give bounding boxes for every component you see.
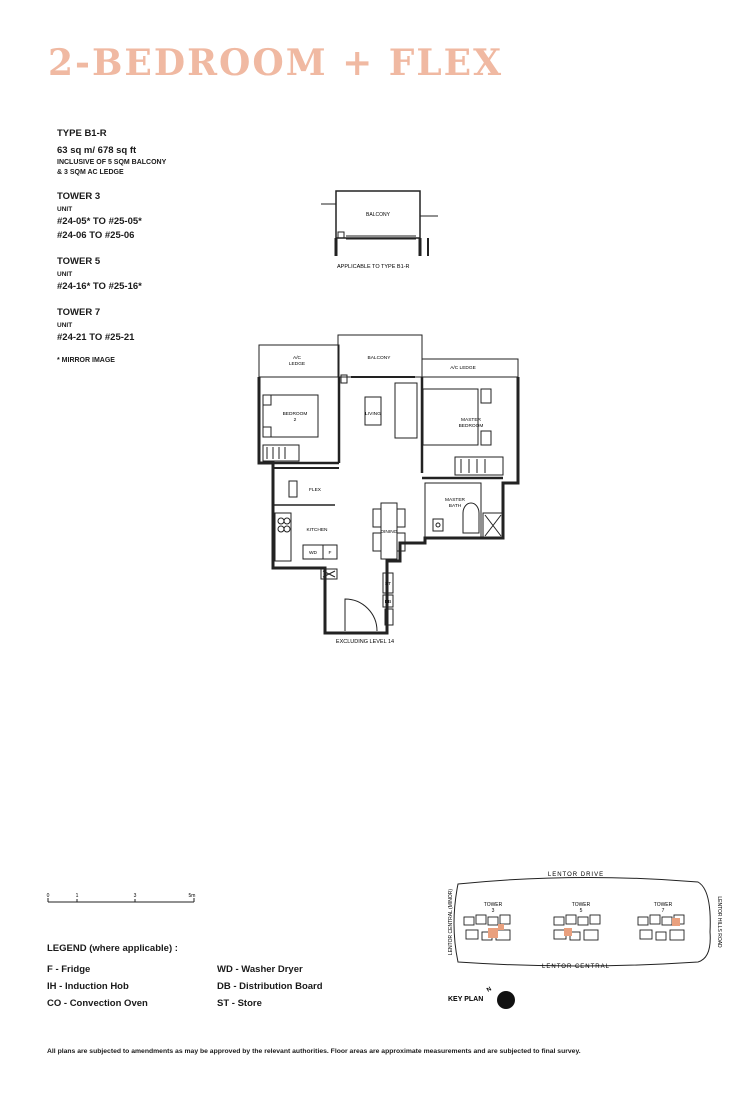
tower-7-number: 7 (661, 908, 665, 914)
scale-tick: 3 (133, 893, 137, 899)
road-lentor-drive: LENTOR DRIVE (547, 872, 605, 878)
living-label: LIVING (365, 412, 381, 417)
legend-item: WD - Washer Dryer (217, 964, 303, 975)
tower-7-block (57, 307, 257, 343)
road-lentor-hills: LENTOR HILLS ROAD (716, 896, 722, 948)
scale-tick: 5m (188, 893, 196, 899)
legend-title: LEGEND (where applicable) : (47, 943, 178, 954)
dining-label: DINING (380, 530, 398, 535)
tower-5-label: TOWER (571, 902, 591, 908)
north-arrow-icon (497, 991, 515, 1009)
master-bedroom-label: MASTER (461, 418, 481, 423)
highlight-unit (564, 928, 572, 936)
road-lentor-central-minor: LENTOR CENTRAL (MINOR) (448, 888, 454, 956)
tower-name: TOWER 7 (57, 307, 101, 318)
disclaimer: All plans are subjected to amendments as may be approved by the relevant authorities. Floor areas are approximate measurements and are subjected to final survey. (47, 1048, 581, 1055)
unit-range: #24-21 TO #25-21 (57, 332, 135, 343)
unit-info (57, 128, 257, 371)
tower-3-label: TOWER (483, 902, 503, 908)
unit-label: UNIT (57, 322, 73, 329)
db-label: DB (384, 600, 392, 605)
scale-tick: 0 (46, 893, 50, 899)
unit-label: UNIT (57, 271, 73, 278)
tower-3-number: 3 (491, 908, 495, 914)
unit-label: UNIT (57, 206, 73, 213)
mirror-note: * MIRROR IMAGE (57, 357, 115, 364)
tower-name: TOWER 5 (57, 256, 101, 267)
master-bath-label: MASTER (445, 498, 465, 503)
north-label: N (486, 986, 493, 994)
legend-item: DB - Distribution Board (217, 981, 323, 992)
road-lentor-central: LENTOR CENTRAL (542, 964, 610, 970)
highlight-unit (488, 928, 498, 938)
unit-range: #24-06 TO #25-06 (57, 230, 135, 241)
bedroom-2-label: BEDROOM (282, 412, 308, 417)
ac-ledge-label: LEDGE (288, 362, 306, 367)
tower-3-block (57, 191, 257, 241)
legend-item: F - Fridge (47, 964, 91, 975)
ac-ledge-label: A/C LEDGE (450, 366, 476, 371)
unit-range: #24-05* TO #25-05* (57, 216, 142, 227)
floorplan-caption: EXCLUDING LEVEL 14 (335, 639, 395, 645)
kitchen-label: KITCHEN (306, 528, 328, 533)
balcony-inset-plan (318, 186, 448, 272)
key-plan (436, 862, 726, 1022)
tower-7-label: TOWER (653, 902, 673, 908)
inclusive-note-2: & 3 SQM AC LEDGE (57, 169, 124, 176)
scale-tick: 1 (75, 893, 79, 899)
master-bedroom-label: BEDROOM (458, 424, 484, 429)
tower-name: TOWER 3 (57, 191, 101, 202)
flex-label: FLEX (309, 488, 321, 493)
legend-item: ST - Store (217, 998, 262, 1009)
legend (47, 943, 377, 1009)
wd-label: WD (309, 551, 317, 556)
unit-type: TYPE B1-R (57, 128, 107, 139)
master-bath-label: BATH (448, 504, 462, 509)
scale-bar (44, 888, 204, 908)
legend-items (47, 964, 377, 1009)
unit-range: #24-16* TO #25-16* (57, 281, 142, 292)
key-plan-label: KEY PLAN (448, 996, 484, 1003)
unit-area: 63 sq m/ 678 sq ft (57, 145, 137, 156)
legend-item: IH - Induction Hob (47, 981, 129, 992)
balcony-label: BALCONY (367, 356, 391, 361)
inclusive-note: INCLUSIVE OF 5 SQM BALCONY (57, 159, 167, 166)
floor-plan (255, 333, 525, 648)
highlight-unit (498, 924, 504, 930)
fridge-label: F (328, 551, 332, 556)
tower-5-number: 5 (579, 908, 583, 914)
balcony-label: BALCONY (366, 212, 390, 218)
bedroom-2-number: 2 (293, 418, 297, 423)
store-label: ST (384, 582, 392, 587)
tower-5-block (57, 256, 257, 292)
page-title: 2-BEDROOM + FLEX (48, 42, 504, 84)
ac-ledge-label: A/C (293, 356, 301, 361)
inset-caption: APPLICABLE TO TYPE B1-R (337, 264, 410, 270)
highlight-unit (672, 918, 680, 926)
legend-item: CO - Convection Oven (47, 998, 148, 1009)
